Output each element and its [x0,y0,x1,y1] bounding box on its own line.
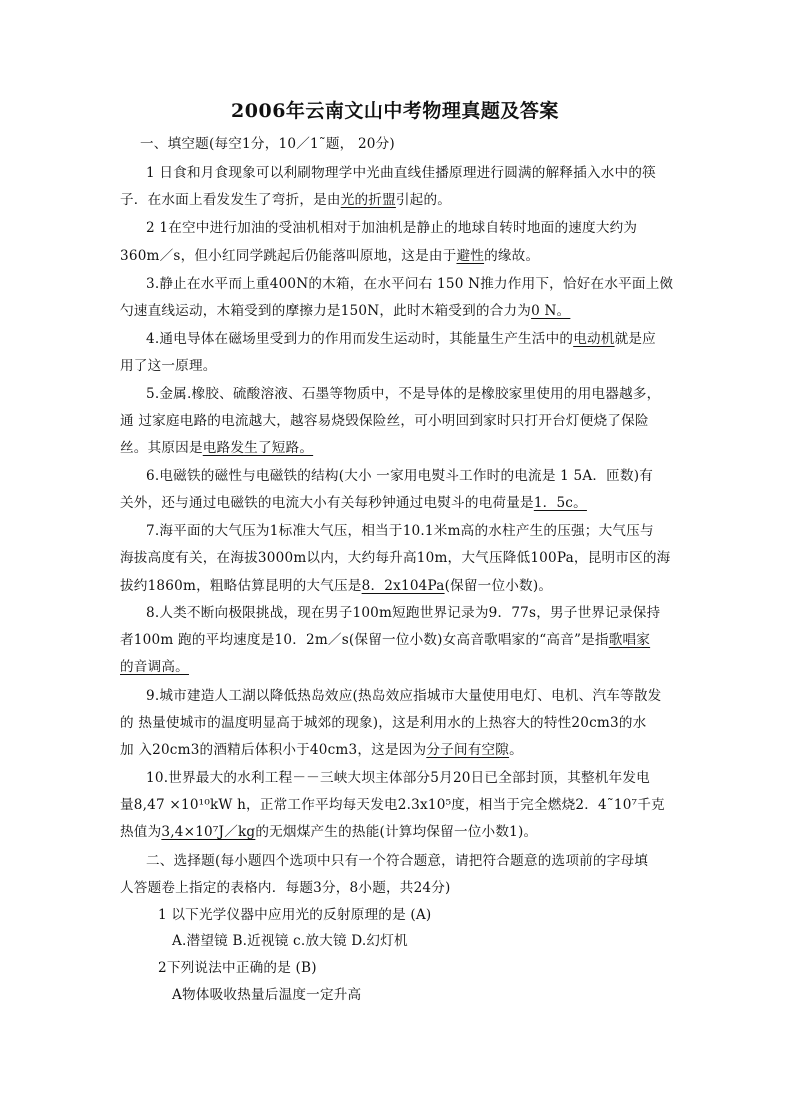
mc-q1-options: A.潜望镜 B.近视镜 c.放大镜 D.幻灯机 [172,933,408,949]
q7-line2: 海拔高度有关，在海拔3000m以内，大约每升高10m，大气压降低100Pa，昆明市区的海 [120,550,671,566]
q9-line3: 加 入20cm3的酒精后体积小于40cm3，这是因为分子间有空隙。 [120,742,523,758]
q9-line1: 9.城市建造人工湖以降低热岛效应(热岛效应指城市大量使用电灯、电机、汽车等散发 [146,688,662,704]
q10-line2: 量8,47 ×10¹⁰kW h，正常工作平均每天发电2.3x10⁵度，相当于完全燃烧2．4˜10⁷千克 [120,797,665,813]
section2-header-line1: 二、选择题(每小题四个选项中只有一个符合题意，请把符合题意的选项前的字母填 [146,853,649,869]
q9-answer: 分子间有空隙 [426,742,510,758]
q5-answer: 电路发生了短路。 [202,440,314,456]
q4-line1: 4.通电导体在磁场里受到力的作用而发生运动时，其能量生产生活中的电动机就是应 [146,331,656,347]
q8-answer-part2: 的音调高。 [120,659,189,675]
q5-line2: 通 过家庭电路的电流越大，越容易烧毁保险丝，可小明回到家时只打开台灯便烧了保险 [120,413,649,429]
q7-line1: 7.海平面的大气压为1标准大气压，相当于10.1米m高的水柱产生的压强；大气压与 [146,523,654,539]
q7-answer: 8．2x104Pa [361,578,445,594]
mc-q1: 1 以下光学仪器中应用光的反射原理的是 (A) [158,907,432,923]
q10-line1: 10.世界最大的水利工程－－三峡大坝主体部分5月20日已全部封顶，其整机年发电 [146,770,650,786]
mc-q2-option-a: A物体吸收热量后温度一定升高 [172,987,362,1003]
q2-answer: 避性 [456,248,485,264]
q8-answer-part1: 歌唱家 [608,632,651,648]
page-title: 2006年云南文山中考物理真题及答案 [231,100,559,122]
q1-line1: 1 日食和月食现象可以利刷物理学中光曲直线佳播原理进行圆满的解释插入水中的筷 [146,165,656,181]
q10-line3: 热值为3,4×10⁷J／kg的无烟煤产生的热能(计算均保留一位小数1)。 [120,824,538,840]
q10-answer: 3,4×10⁷J／kg [161,824,256,840]
q6-line2: 关外，还与通过电磁铁的电流大小有关每秒钟通过电熨斗的电荷量是1．5c。 [120,495,587,511]
q4-line2: 用了这一原理。 [120,358,217,374]
section1-header: 一、填空题(每空1分，10／1˜题， 20分) [140,136,395,152]
q5-line1: 5.金属.橡胶、硫酸溶液、石墨等物质中，不是导体的是橡胶家里使用的用电器越多， [146,386,661,402]
q8-line3 [120,657,680,677]
q6-answer: 1．5c。 [533,495,587,511]
q3-answer: 0 N。 [531,303,571,319]
q1-answer: 光的折盟 [340,192,396,208]
q8-line1: 8.人类不断向极限挑战，现在男子100m短跑世界记录为9．77s，男子世界记录保持 [146,605,661,621]
q1-line2: 子．在水面上看发发生了弯折，是由光的折盟引起的。 [120,192,452,208]
q7-line3: 拔约1860m，粗略估算昆明的大气压是8．2x104Pa(保留一位小数)。 [120,578,553,594]
q9-line2: 的 热量使城市的温度明显高于城郊的现象)，这是利用水的上热容大的特性20cm3的水 [120,715,647,731]
q4-answer: 电动机 [573,331,615,347]
q2-line2: 360m／s，但小红同学跳起后仍能落叫原地，这是由于避性的缘故。 [120,248,540,264]
section2-header-line2: 人答题卷上指定的表格内．每题3分，8小题，共24分) [120,880,451,896]
mc-q2: 2下列说法中正确的是 (B) [158,960,317,976]
q3-line2: 勺速直线运动，木箱受到的摩擦力是150N，此时木箱受到的合力为0 N。 [120,303,571,319]
q6-line1: 6.电磁铁的磁性与电磁铁的结构(大小 一家用电熨斗工作时的电流是 1 5A．匝数)有 [146,468,654,484]
q2-line1: 2 1在空中进行加油的受油机相对于加油机是静止的地球自转时地面的速度大约为 [146,220,638,236]
q3-line1: 3.静止在水平而上重400N的木箱，在水平问右 150 N推力作用下，恰好在水平面上傚 [146,276,674,292]
q5-line3: 丝。其原因是电路发生了短路。 [120,440,314,456]
q8-line2: 者100m 跑的平均速度是10．2m／s(保留一位小数)女高音歌唱家的“高音”是指歌唱家 [120,632,651,648]
